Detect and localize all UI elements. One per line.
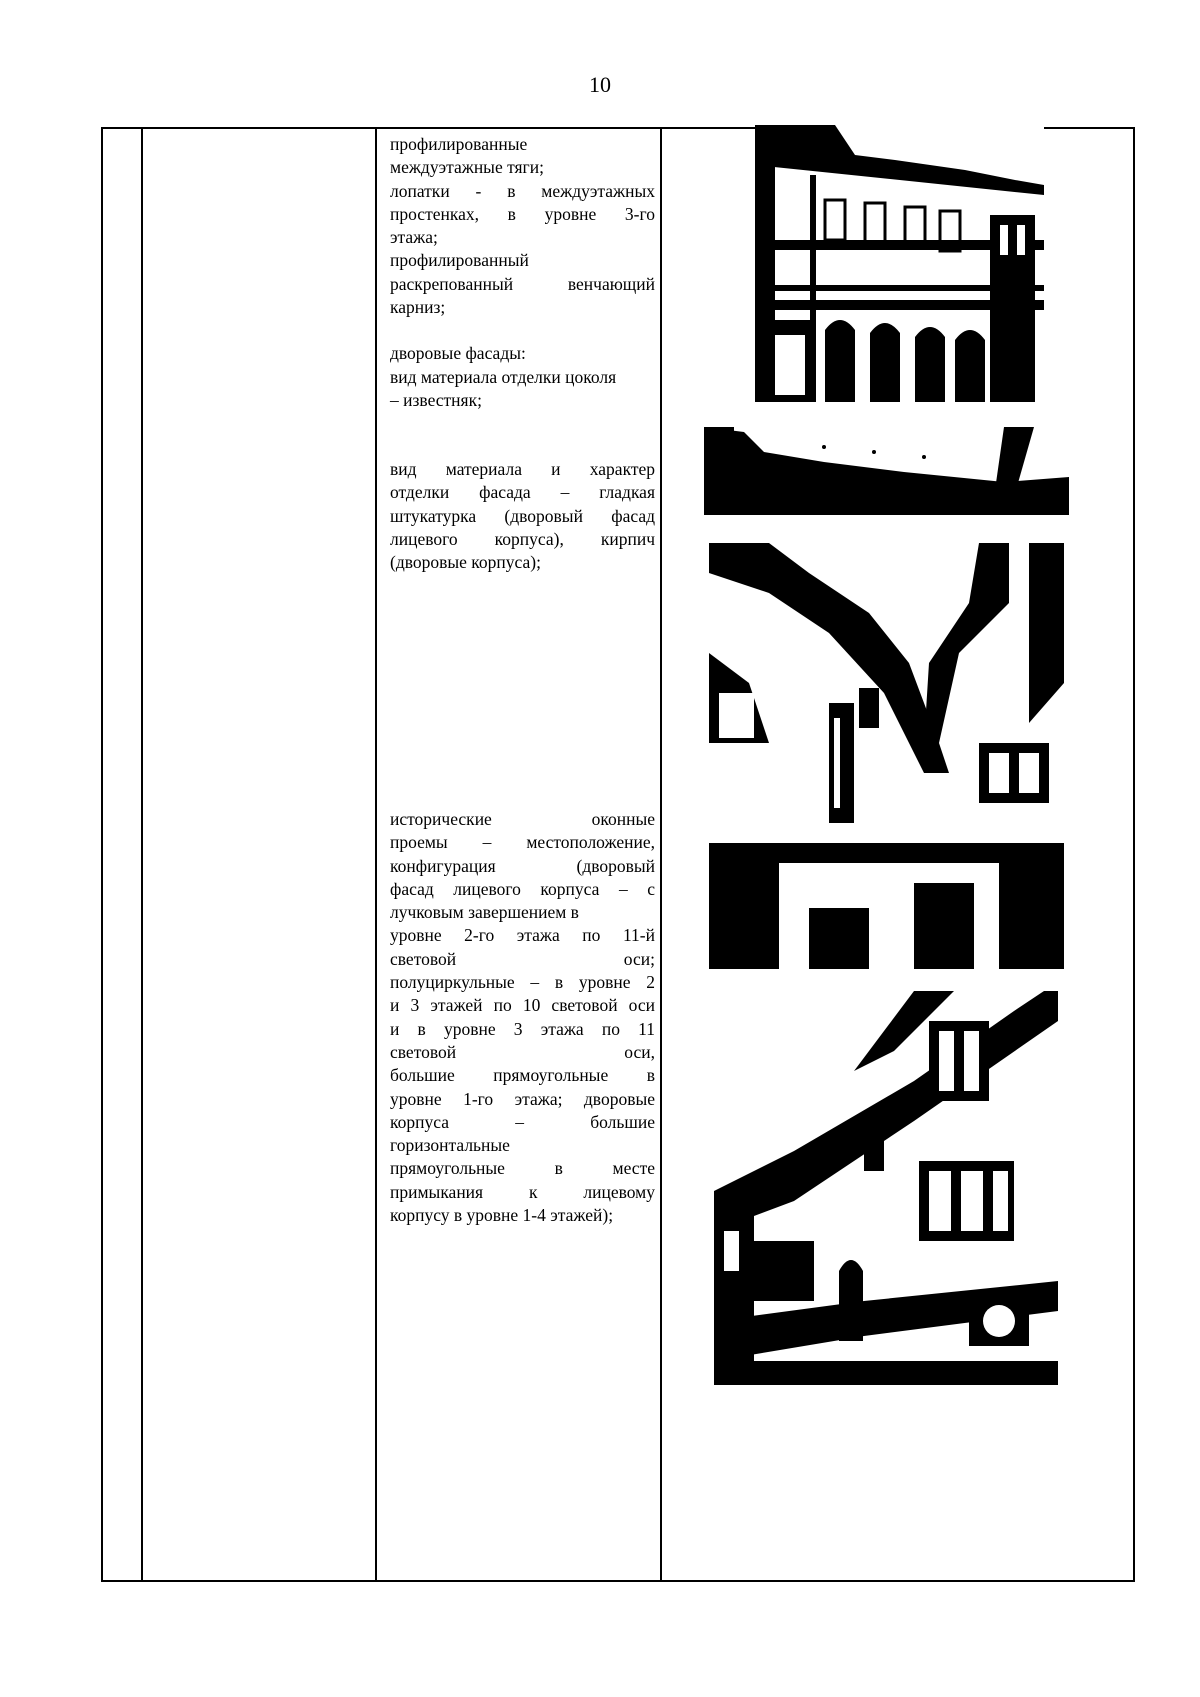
text-line: простенках, в уровне 3-го (390, 203, 655, 224)
text-line: дворовые фасады: (390, 343, 526, 364)
text-line: горизонтальные (390, 1135, 510, 1156)
text-line: и 3 этажей по 10 световой оси (390, 995, 655, 1016)
text-line: проемы – местоположение, (390, 832, 655, 853)
text-line: корпусу в уровне 1-4 этажей); (390, 1205, 614, 1226)
column-divider-1 (141, 129, 143, 1580)
text-line: большие прямоугольные в (390, 1065, 655, 1086)
text-line: уровне 2-го этажа по 11-й (390, 925, 655, 946)
text-line: вид материала отделки цоколя (390, 366, 617, 387)
text-line: – известняк; (390, 389, 482, 410)
text-line: лучковым завершением в (390, 902, 579, 923)
column-divider-3 (660, 129, 662, 1580)
text-line: этажа; (390, 227, 438, 248)
attributes-table (101, 127, 1135, 1582)
text-block-facade-finish (390, 458, 655, 574)
text-block-window-openings (390, 808, 655, 1227)
courtyard-cornice-photo (704, 427, 1069, 515)
page-number: 10 (589, 72, 611, 97)
text-line: штукатурка (дворовый фасад (390, 505, 655, 526)
text-line: лопатки - в междуэтажных (390, 180, 655, 201)
text-line: и в уровне 3 этажа по 11 (390, 1018, 655, 1039)
text-line: раскрепованный венчающий (390, 273, 655, 294)
text-line: уровне 1-го этажа; дворовые (390, 1088, 655, 1109)
text-line: конфигурация (дворовый (390, 855, 655, 876)
text-line: вид материала и характер (390, 459, 655, 479)
street-facade-photo (755, 125, 1044, 402)
text-line: световой оси; (390, 948, 655, 969)
text-line: прямоугольные в месте (390, 1158, 655, 1179)
column-divider-2 (375, 129, 377, 1580)
text-line: фасад лицевого корпуса – с (390, 878, 655, 899)
text-line: профилированный (390, 250, 529, 271)
text-line: карниз; (390, 297, 446, 318)
text-line: примыкания к лицевому (390, 1181, 655, 1202)
text-line: исторические оконные (390, 809, 655, 829)
text-line: световой оси, (390, 1041, 655, 1062)
text-line: профилированные (390, 134, 528, 154)
text-line: лицевого корпуса), кирпич (390, 528, 655, 549)
text-line: полуциркульные – в уровне 2 (390, 972, 655, 993)
courtyard-facade-photo (709, 543, 1064, 969)
text-line: (дворовые корпуса); (390, 552, 541, 573)
text-block-facade-elements (390, 133, 655, 412)
text-line: корпуса – большие (390, 1111, 655, 1132)
text-line: отделки фасада – гладкая (390, 482, 655, 503)
text-line: междуэтажные тяги; (390, 157, 544, 178)
courtyard-side-facade-photo (714, 991, 1058, 1385)
